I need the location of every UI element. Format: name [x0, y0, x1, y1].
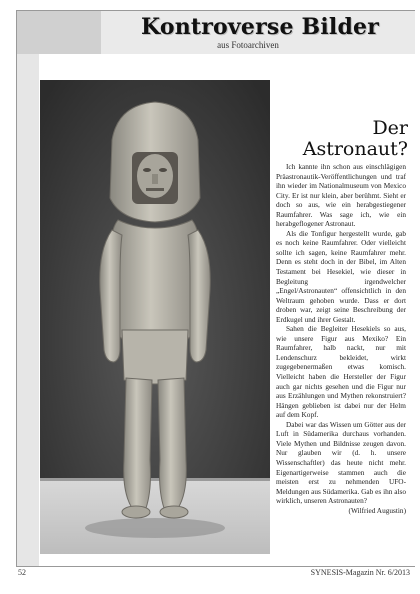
- article-title: [272, 118, 408, 160]
- publication-info: SYNESIS-Magazin Nr. 6/2013: [310, 568, 410, 577]
- article-title-line-2: Astronaut?: [302, 138, 408, 160]
- header-band-dark: [17, 11, 101, 54]
- astronaut-figurine-image: [40, 80, 270, 554]
- figure-photo: [40, 80, 270, 554]
- paragraph: Sahen die Begleiter Hesekiels so aus, wie unsere Figur aus Mexiko? Ein Raumfahrer, halb nackt, nur mit Lendenschurz bekleidet, wirkt zugegebenermaßen etwas komisch. Vielleicht haben die Hersteller der Figur auch gar nichts gesehen und die Figur nur aus Erzählungen und Mythen rekonstruiert? Hängen geblieben ist dabei nur der Helm auf dem Kopf.: [276, 324, 406, 420]
- article-body: [276, 162, 406, 534]
- side-band: [17, 54, 39, 566]
- paragraph: Ich kannte ihn schon aus einschlägigen Präastronautik-Veröffentlichungen und traf ihn wieder im Nationalmuseum von Mexico City. Er ist nur klein, aber berühmt. Sieht er doch so aus, wie ein herabgestiegener Raumfahrer. Was sage ich, wie ein herabgeflogener Astronaut.: [276, 162, 406, 229]
- paragraph: Als die Tonfigur hergestellt wurde, gab es noch keine Raumfahrer. Oder vielleicht sollte ich sagen, keine Raumfahrer mehr. Denn es steht doch in der Bibel, im Alten Testament bei Hesekiel, wie dieser in Begleitung irgendwelcher „Engel/Astronauten“ offensichtlich in den Weltraum gehoben wurde. Dass er dort droben war, zeigt seine Beschreibung der Erdkugel und ihrer Gestalt.: [276, 228, 406, 324]
- paragraph: Dabei war das Wissen um Götter aus der Luft in Südamerika durchaus vorhanden. Viele Mythen und Bildnisse zeugen davon. Nur glauben wir (d. h. unsere Wissenschaftler) das heute nicht mehr. Eigenartigerweise stammen auch die meisten erst zu nehmenden UFO-Meldungen aus Südamerika. Gab es ihn also wirklich, unseren Astronauten?: [276, 419, 406, 506]
- section-subtitle: aus Fotoarchiven: [217, 40, 279, 50]
- article-title-line-1: Der: [372, 117, 408, 139]
- author-signature: (Wilfried Augustin): [348, 505, 406, 515]
- frame-line-left: [16, 10, 17, 566]
- section-title: Kontroverse Bilder: [140, 14, 380, 40]
- frame-line-top: [16, 10, 415, 11]
- page-number: 52: [18, 568, 26, 577]
- frame-line-bottom: [16, 566, 415, 567]
